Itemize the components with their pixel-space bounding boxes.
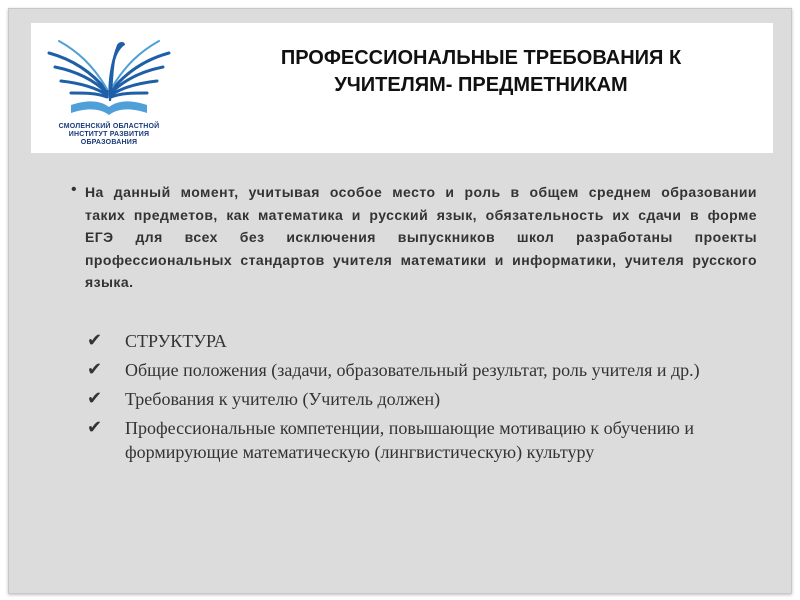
title-line-1: ПРОФЕССИОНАЛЬНЫЕ ТРЕБОВАНИЯ К xyxy=(280,47,682,69)
list-item xyxy=(87,387,727,411)
checkmark-icon: ✔ xyxy=(87,388,103,409)
list-item xyxy=(87,416,727,464)
slide xyxy=(8,8,792,594)
phoenix-book-icon xyxy=(41,31,177,121)
logo-caption: СМОЛЕНСКИЙ ОБЛАСТНОЙ ИНСТИТУТ РАЗВИТИЯ ОБРАЗОВАНИЯ xyxy=(58,123,160,146)
list-item-text: Требования к учителю (Учитель должен) xyxy=(125,389,441,409)
list-item-text: Профессиональные компетенции, повышающие мотивацию к обучению и формирующие математическую (лингвистическую) культуру xyxy=(125,418,695,462)
checkmark-icon: ✔ xyxy=(87,417,103,438)
list-item xyxy=(87,358,727,382)
checkmark-icon: ✔ xyxy=(87,359,103,380)
bullet-icon: • xyxy=(71,181,77,198)
list-item-text: Общие положения (задачи, образовательный результат, роль учителя и др.) xyxy=(125,360,700,380)
page-title xyxy=(201,45,761,99)
intro-block xyxy=(71,181,757,294)
list-item-text: СТРУКТУРА xyxy=(125,331,227,351)
slide-header xyxy=(31,23,773,153)
checkmark-icon: ✔ xyxy=(87,330,103,351)
structure-checklist xyxy=(87,329,727,469)
institute-logo xyxy=(41,31,177,145)
intro-paragraph: На данный момент, учитывая особое место и роль в общем среднем образовании таких предметов, как математика и русский язык, обязательность их сдачи в форме ЕГЭ для всех без исключения выпускников школ разработаны проекты профессиональных стандартов учителя математики и информатики, учителя русского языка. xyxy=(85,184,757,290)
list-item xyxy=(87,329,727,353)
title-line-2: УЧИТЕЛЯМ- ПРЕДМЕТНИКАМ xyxy=(334,74,628,96)
